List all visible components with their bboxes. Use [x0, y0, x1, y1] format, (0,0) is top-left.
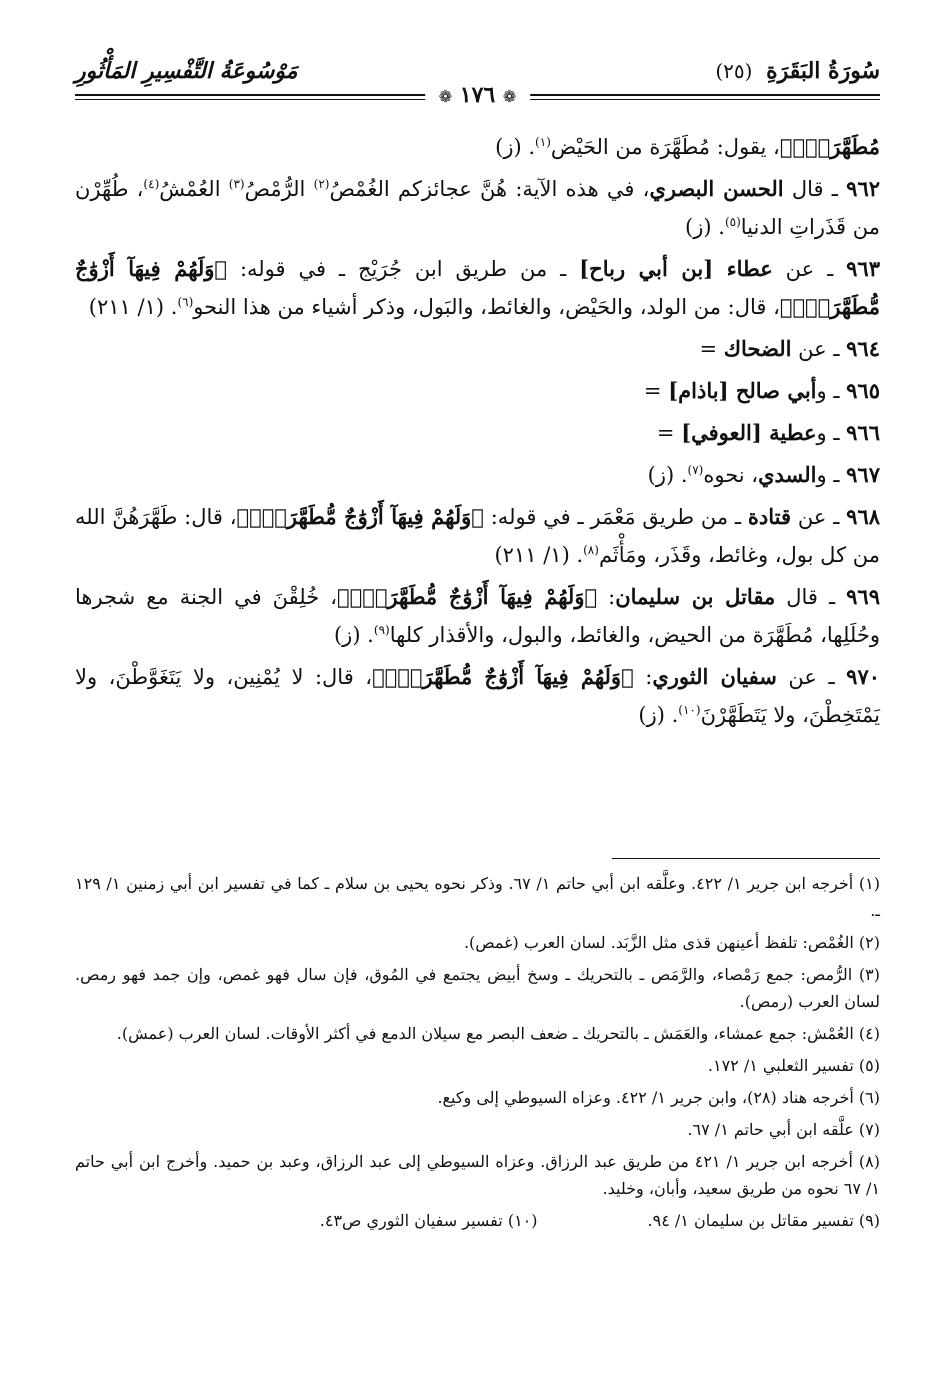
book-title: مَوْسُوعَةُ التَّفْسِيرِ المَأْثُورِ [75, 58, 298, 84]
entry-text: . (ز) [333, 623, 374, 647]
entry-965 [75, 372, 880, 410]
entry-number: ٩٦٢ [846, 176, 881, 201]
entry-text: . (ز) [495, 135, 536, 159]
entry-number: ٩٦٤ [846, 336, 880, 361]
entry-970 [75, 658, 880, 734]
quran-quote: ﴿وَلَهُمْ فِيهَآ أَزْوَٰجٌ مُّطَهَّرَةٌۖ﴾ [236, 504, 484, 529]
entry-962 [75, 170, 880, 246]
surah-name: سُورَةُ البَقَرَةِ [766, 58, 880, 84]
entry-text: ـ عن [776, 665, 847, 689]
footnote-ref[interactable]: (٩) [373, 623, 390, 637]
footnote-5: (٥) تفسير الثعلبي ١/ ١٧٢. [707, 1056, 880, 1075]
entry-number: ٩٦٦ [846, 420, 880, 445]
entry-967 [75, 456, 880, 494]
entry-text: = [699, 337, 724, 361]
entry-text: ـ عن [791, 337, 847, 361]
entry-text: ـ من طريق ابن جُرَيْج ـ في قوله: [227, 257, 580, 281]
entry-text: ـ و [816, 379, 847, 403]
quran-quote: ﴿وَلَهُمْ فِيهَآ أَزْوَٰجٌ مُّطَهَّرَةٌۖ﴾ [75, 256, 880, 319]
footnote-6: (٦) أخرجه هناد (٢٨)، وابن جرير ١/ ٤٢٢. وعزاه السيوطي إلى وكيع. [437, 1088, 880, 1107]
entry-text: . (١/ ٢١١) [494, 543, 584, 567]
entry-text: ، قال: لا يُمْنِين، ولا يَتَغَوَّطْنَ، ولا يَمْتَخِطْنَ، ولا يَتَطَهَّرْنَ [75, 665, 880, 727]
entry-text: : [597, 585, 616, 609]
footnote-ref[interactable]: (٦) [177, 295, 194, 309]
entry-text: العُمْشُ [159, 177, 229, 201]
entry-text: ـ قال [775, 585, 847, 609]
footnote-ref[interactable]: (٧) [687, 463, 704, 477]
entry-text: ـ و [816, 421, 847, 445]
entry-text: ـ عن [791, 505, 847, 529]
entry-text: ـ قال [783, 177, 847, 201]
entry-text: ـ من طريق مَعْمَر ـ في قوله: [483, 505, 748, 529]
entry-text: ، قال: من الولد، والحَيْض، والغائط، والبَول، وذكر أشياء من هذا النحو [193, 295, 780, 319]
entry-number: ٩٦٨ [846, 504, 881, 529]
verse-number: (٢٥) [715, 59, 753, 83]
footnote-ref[interactable]: (٢) [313, 177, 330, 191]
narrator-name: السدي [758, 462, 817, 487]
quran-quote: ﴿وَلَهُمْ فِيهَآ أَزْوَٰجٌ مُّطَهَّرَةٌۖ﴾ [372, 664, 634, 689]
entry-text: ، في هذه الآية: هُنَّ عجائزكم الغُمْصُ [329, 177, 650, 201]
entry-text: ، نحوه [703, 463, 759, 487]
footnote-7: (٧) علَّقه ابن أبي حاتم ١/ ٦٧. [687, 1120, 880, 1139]
footnote-4: (٤) العُمْش: جمع عمشاء، والعَمَش ـ بالتحريك ـ ضعف البصر مع سيلان الدمع في أكثر الأوقات. لسان العرب (عمش). [116, 1024, 880, 1043]
narrator-name: الحسن البصري [649, 176, 784, 201]
entry-text: ، خُلِقْنَ في الجنة مع شجرها وحُلَلِها، مُطَهَّرَة من الحيض، والغائط، والبول، والأقذار كلها [75, 585, 880, 647]
footnote-2: (٢) الغُمْص: تلفظ أعينهن قذى مثل الزَّبَد. لسان العرب (غمص). [463, 933, 880, 952]
footnote-separator [612, 858, 880, 859]
entry-text: . (ز) [647, 463, 688, 487]
footnotes [75, 870, 880, 1239]
entry-text: الرُّمْصُ [244, 177, 314, 201]
narrator-name: أبي صالح [باذام] [668, 378, 817, 403]
entry-text: ، طُهِّرْن من قَذَراتِ الدنيا [75, 177, 880, 239]
narrator-name: الضحاك [723, 336, 792, 361]
entry-number: ٩٦٧ [846, 462, 880, 487]
entry-963 [75, 250, 880, 326]
footnote-row-last [75, 1207, 880, 1234]
entry-text: . (ز) [685, 215, 725, 239]
entry-text: ، يقول: مُطَهَّرَة من الحَيْض [550, 135, 780, 159]
entry-text: ، قال: طَهَّرَهُنَّ الله من كل بول، وغائط، وقَذَر، ومَأْثَم [75, 505, 880, 567]
footnote-ref[interactable]: (٣) [228, 177, 245, 191]
entry-text: = [643, 379, 669, 403]
entry-966 [75, 414, 880, 452]
entry-text: : [633, 665, 653, 689]
footnote-9: (٩) تفسير مقاتل بن سليمان ١/ ٩٤. [647, 1211, 880, 1230]
entry-number: ٩٦٥ [846, 378, 880, 403]
entry-text: ـ عن [772, 257, 847, 281]
footnote-1: (١) أخرجه ابن جرير ١/ ٤٢٢. وعلَّقه ابن أبي حاتم ١/ ٦٧. وذكر نحوه يحيى بن سلام ـ كما في تفسير ابن أبي زمنين ١/ ١٢٩ ـ. [75, 874, 880, 920]
entry-continuation [75, 128, 880, 166]
running-header [75, 52, 880, 116]
footnote-ref[interactable]: (٥) [724, 215, 741, 229]
entry-number: ٩٦٩ [846, 584, 880, 609]
entry-number: ٩٦٣ [846, 256, 880, 281]
narrator-name: سفيان الثوري [652, 664, 777, 689]
main-text [75, 128, 880, 738]
entry-number: ٩٧٠ [846, 664, 881, 689]
entry-text: . (ز) [638, 703, 679, 727]
entry-968 [75, 498, 880, 574]
entry-969 [75, 578, 880, 654]
entry-964 [75, 330, 880, 368]
footnote-ref[interactable]: (٤) [143, 177, 160, 191]
page-number-box [425, 82, 531, 108]
entry-text: ـ و [816, 463, 847, 487]
narrator-name: عطاء [بن أبي رباح] [579, 256, 773, 281]
footnote-ref[interactable]: (٨) [583, 543, 599, 557]
narrator-name: مقاتل بن سليمان [615, 584, 776, 609]
footnote-3: (٣) الرُّمص: جمع رَمْصاء، والرَّمَص ـ بالتحريك ـ وسخ أبيض يجتمع في المُوق، فإن سال فهو غمص، وإن جمد فهو رمص. لسان العرب (رمص). [75, 965, 880, 1011]
narrator-name: عطية [العوفي] [681, 420, 817, 445]
footnote-8: (٨) أخرجه ابن جرير ١/ ٤٢١ من طريق عبد الرزاق. وعزاه السيوطي إلى عبد الرزاق، وعبد بن حميد. وأخرج ابن أبي حاتم ١/ ٦٧ نحوه من طريق سعيد، وأبان، وخليد. [75, 1152, 881, 1198]
quran-quote: مُطَهَّرَةٌۖ﴾ [779, 134, 880, 159]
quran-quote: ﴿وَلَهُمْ فِيهَآ أَزْوَٰجٌ مُّطَهَّرَةٌۖ﴾ [337, 584, 598, 609]
ornament-icon: ❁ [502, 87, 517, 106]
footnote-ref[interactable]: (١) [535, 135, 551, 149]
footnote-10: (١٠) تفسير سفيان الثوري ص٤٣. [319, 1211, 538, 1230]
footnote-ref[interactable]: (١٠) [678, 703, 701, 717]
ornament-icon: ❁ [438, 87, 453, 106]
surah-heading [715, 58, 880, 84]
entry-text: = [656, 421, 682, 445]
page-number: ١٧٦ [459, 82, 496, 108]
entry-text: . (١/ ٢١١) [88, 295, 178, 319]
narrator-name: قتادة [747, 504, 792, 529]
